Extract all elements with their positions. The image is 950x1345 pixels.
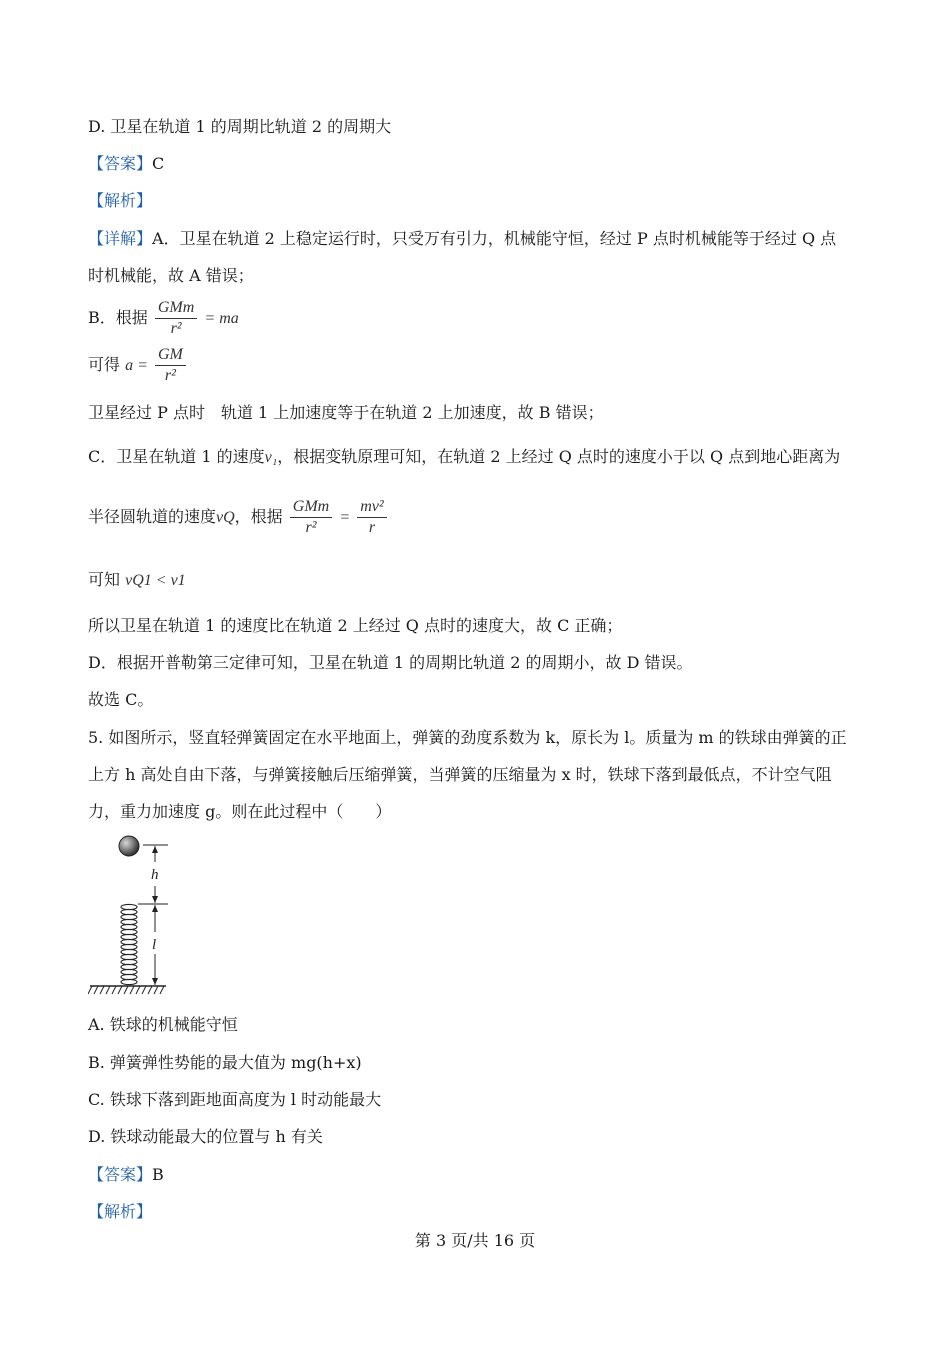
formula2-lhs: a = [125,357,148,374]
q5-answer-value: B [152,1165,164,1184]
formula2-num: GM [155,345,186,366]
answer-line [88,154,164,174]
q5-stem-line2: 上方 h 高处自由下落，与弹簧接触后压缩弹簧，当弹簧的压缩量为 x 时，铁球下落到最低点，不计空气阻 [88,765,832,784]
formula3-left-fraction [290,497,332,538]
analysis-label-text: 【解析】 [88,191,153,210]
option-d-q5: D. 铁球动能最大的位置与 h 有关 [88,1127,323,1146]
detail-c-line1 [88,447,840,468]
detail-b-line [88,298,239,339]
keyi-line [88,345,188,386]
formula2-den: r² [164,367,176,384]
formula2-fraction [155,345,186,386]
formula1-rhs: = ma [204,310,239,327]
spring-icon [121,904,137,984]
detail-c-text-a: C．卫星在轨道 1 的速度 [88,447,265,466]
label-l: l [152,937,157,953]
detail-b-prefix: B．根据 [88,308,148,327]
label-h: h [151,867,159,883]
answer-label: 【答案】 [88,154,153,173]
analysis-label [88,191,152,211]
formula1-fraction [155,298,197,339]
q5-answer-label: 【答案】 [88,1165,153,1184]
formula3-den-left: r² [305,519,317,536]
q5-stem-line1: 5. 如图所示，竖直轻弹簧固定在水平地面上，弹簧的劲度系数为 k，原长为 l。质量为 m 的铁球由弹簧的正 [88,728,847,747]
option-b: B. 弹簧弹性势能的最大值为 mg(h+x) [88,1053,362,1072]
option-c: C. 铁球下落到距地面高度为 l 时动能最大 [88,1090,382,1109]
vq-symbol: vQ [216,509,235,526]
detail-c-line2 [88,497,389,538]
formula1-num: GMm [155,298,197,319]
formula3-den-right: r [368,519,376,536]
detail-c2-text-a: 半径圆轨道的速度 [88,507,217,526]
formula1-den: r² [170,320,182,337]
q5-stem-line3: 力，重力加速度 g。则在此过程中（ ） [88,802,392,821]
q5-analysis-label [88,1202,152,1222]
detail-a-text: A．卫星在轨道 2 上稳定运行时，只受万有引力，机械能守恒，经过 P 点时机械能等于经过 Q 点 [152,229,837,248]
q5-analysis-label-text: 【解析】 [88,1202,153,1221]
choose-line: 故选 C。 [88,690,154,709]
formula3-right-fraction [357,497,386,538]
detail-a-line2: 时机械能，故 A 错误； [88,266,254,285]
d-conclusion: D．根据开普勒第三定律可知，卫星在轨道 1 的周期比轨道 2 的周期小，故 D 错误。 [88,653,693,672]
kezhi-line [88,570,186,591]
formula3-num-left: GMm [290,497,332,518]
formula3-num-right: mv² [357,497,386,518]
c-conclusion: 所以卫星在轨道 1 的速度比在轨道 2 上经过 Q 点时的速度大，故 C 正确； [88,616,623,635]
page-footer: 第 3 页/共 16 页 [414,1231,536,1250]
ball-icon [119,836,139,856]
detail-label: 【详解】 [88,229,153,248]
q5-answer-line [88,1165,164,1185]
detail-a-line1 [88,229,836,249]
option-d: D. 卫星在轨道 1 的周期比轨道 2 的周期大 [88,117,392,136]
p-point-line: 卫星经过 P 点时 轨道 1 上加速度等于在轨道 2 上加速度，故 B 错误； [88,403,604,422]
kezhi-prefix: 可知 [88,570,121,589]
detail-c-text-b: ，根据变轨原理可知，在轨道 2 上经过 Q 点时的速度小于以 Q 点到地心距离为 [277,447,841,466]
detail-c2-text-b: ，根据 [234,507,283,526]
formula4: vQ1 < v1 [125,572,186,589]
option-a: A. 铁球的机械能守恒 [88,1015,238,1034]
keyi-prefix: 可得 [88,355,121,374]
answer-value: C [152,154,165,173]
ground-hatch [88,986,164,994]
v1-symbol: v₁ [264,449,278,466]
formula3-equals: = [339,509,351,526]
spring-ball-figure [88,832,178,1000]
